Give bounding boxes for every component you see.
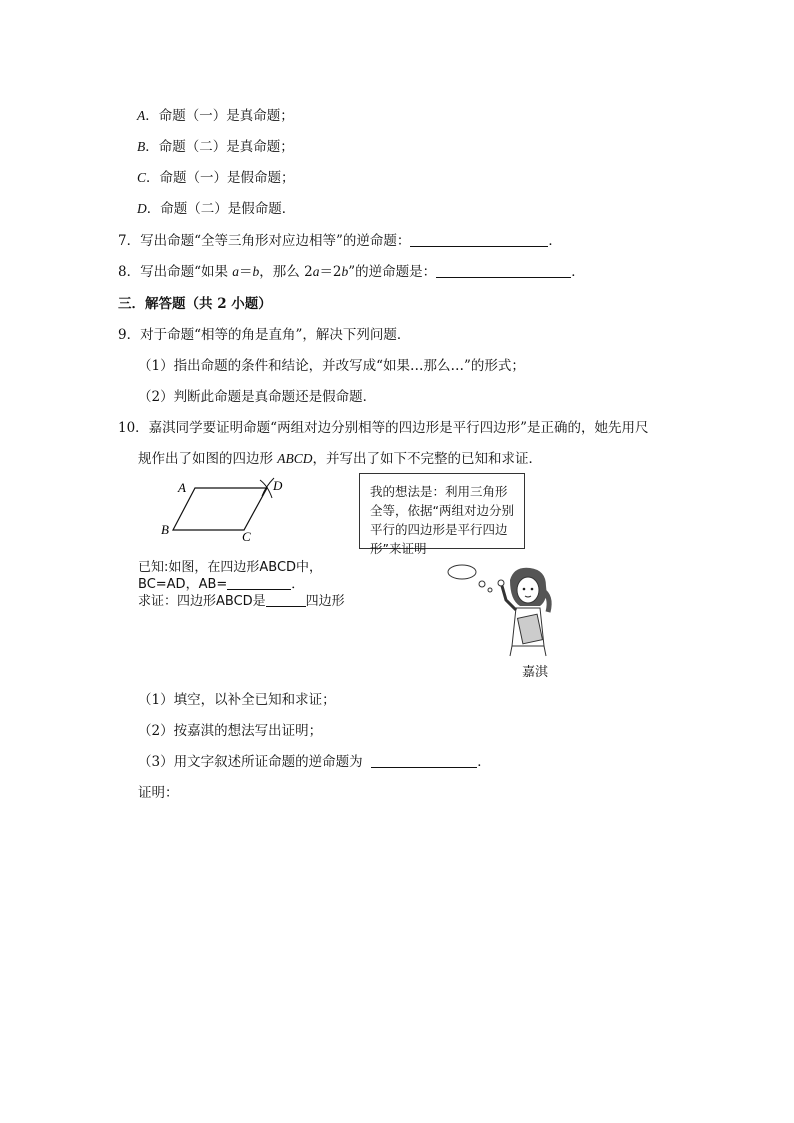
question-9-stem: 9．对于命题“相等的角是直角”，解决下列问题． <box>118 327 411 343</box>
question-9-part-2: （2）判断此命题是真命题还是假命题． <box>138 389 377 405</box>
option-b: B．命题（二）是真命题； <box>137 139 294 155</box>
prove-line: 求证：四边形ABCD是 四边形 <box>138 594 345 609</box>
question-10-part-3: （3）用文字叙述所证命题的逆命题为 ． <box>138 754 491 770</box>
thought-bubble-icon <box>448 565 476 579</box>
option-d: D．命题（二）是假命题． <box>137 201 296 217</box>
known-line-2: BC=AD，AB= ． <box>138 577 305 592</box>
section-heading: 三．解答题（共 2 小题） <box>118 296 272 312</box>
question-9-part-1: （1）指出命题的条件和结论，并改写成“如果…那么…”的形式； <box>138 358 525 374</box>
vertex-d-label: D <box>273 478 283 493</box>
answer-blank[interactable] <box>436 265 571 278</box>
vertex-b-label: B <box>161 522 169 537</box>
thought-bubble-icon <box>488 588 492 592</box>
option-c: C．命题（一）是假命题； <box>137 170 295 186</box>
question-7: 7．写出命题“全等三角形对应边相等”的逆命题： ． <box>118 233 562 249</box>
answer-blank[interactable] <box>266 594 306 607</box>
vertex-c-label: C <box>242 529 251 542</box>
vertex-a-label: A <box>178 480 186 495</box>
answer-blank[interactable] <box>410 234 548 247</box>
thought-bubble-icon <box>479 581 485 587</box>
girl-name-label: 嘉淇 <box>522 665 549 680</box>
option-a: A．命题（一）是真命题； <box>137 108 294 124</box>
parallelogram-figure <box>150 472 290 542</box>
question-10-part-2: （2）按嘉淇的想法写出证明； <box>138 723 323 739</box>
thought-box: 我的想法是：利用三角形全等，依据“两组对边分别平行的四边形是平行四边形”来证明 <box>359 473 525 549</box>
girl-icon <box>498 568 549 656</box>
question-10-part-1: （1）填空，以补全已知和求证； <box>138 692 336 708</box>
proof-label: 证明： <box>138 785 179 801</box>
parallelogram-shape <box>173 488 267 530</box>
answer-blank[interactable] <box>371 755 477 768</box>
question-10-stem-line1: 10．嘉淇同学要证明命题“两组对边分别相等的四边形是平行四边形”是正确的，她先用尺 <box>118 420 649 436</box>
question-10-stem-line2: 规作出了如图的四边形 ABCD，并写出了如下不完整的已知和求证． <box>138 451 543 467</box>
answer-blank[interactable] <box>227 577 291 590</box>
known-line-1: 已知:如图，在四边形ABCD中， <box>138 560 323 575</box>
girl-illustration <box>440 560 570 660</box>
question-8: 8．写出命题“如果 a＝b，那么 2a＝2b”的逆命题是： ． <box>118 264 585 280</box>
